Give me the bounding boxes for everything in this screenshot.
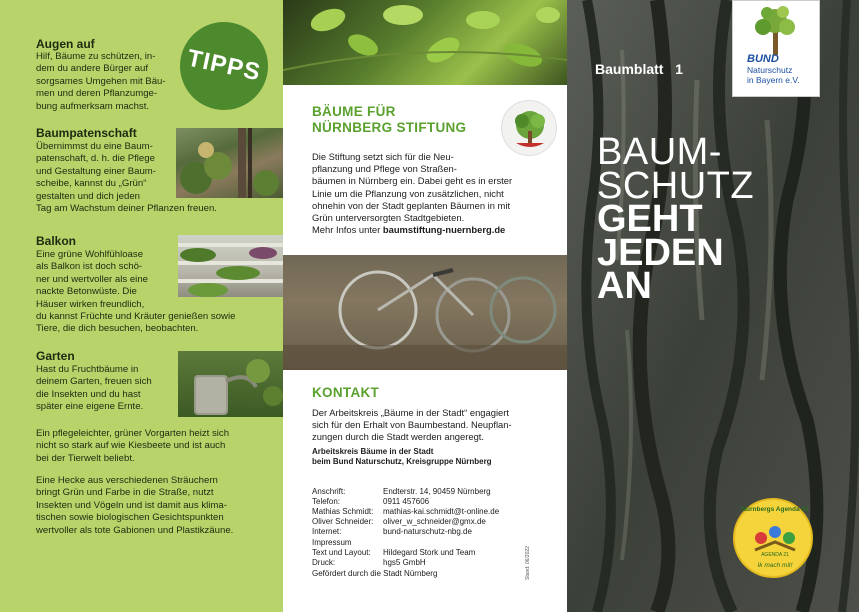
baumblatt-label: Baumblatt 1: [595, 61, 683, 77]
stand-date: Stand: 06/2022: [525, 546, 531, 580]
cover-panel: [567, 0, 859, 612]
leaves-photo: [283, 0, 567, 85]
agenda21-badge: [733, 498, 813, 578]
tips-panel: [0, 0, 283, 612]
section-heading: Garten: [36, 349, 75, 363]
tree-disc-photo-art: [176, 128, 283, 198]
hecke-text: Eine Hecke aus verschiedenen Sträuchern bringt Grün und Farbe in die Straße, nutzt Insekten und Vögeln und ist damit aus klima- tischen sowie biologischen Gesichtspunkten wertvoller als tote Gabionen und Plastikzäune.: [36, 475, 234, 536]
balcony-photo-art: [178, 235, 283, 297]
agenda21-slogan: Ik mach mit!: [757, 562, 793, 569]
bund-brand: BUND: [747, 53, 779, 65]
funding-note: Gefördert durch die Stadt Nürnberg: [312, 569, 438, 578]
impressum-values: Hildegard Stork und Team hgs5 GmbH: [383, 548, 476, 567]
tree-disc-photo: [176, 128, 283, 198]
tree-logo-icon: [502, 101, 557, 156]
stiftung-heading: BÄUME FÜR NÜRNBERG STIFTUNG: [312, 104, 467, 135]
info-panel: [283, 0, 567, 612]
kontakt-labels: Anschrift: Telefon: Mathias Schmidt: Oliver Schneider: Internet:: [312, 487, 374, 536]
kontakt-heading: KONTAKT: [312, 385, 380, 400]
bund-tree-icon: [733, 1, 819, 57]
stiftung-logo: [501, 100, 557, 156]
section-text: Hilf, Bäume zu schützen, in- dem du andere Bürger auf sorgsames Umgehen mit Bäu- men und deren Pflanzumge- bung aufmerksam machst.: [36, 51, 166, 112]
vorgarten-text: Ein pflegeleichter, grüner Vorgarten heizt sich nicht so stark auf wie Kiesbeete und ist auch bei der Tierwelt beliebt.: [36, 428, 230, 464]
email-link[interactable]: oliver_w_schneider@gmx.de: [383, 517, 486, 526]
section-text: Hast du Fruchtbäume in deinem Garten, freuen sich die Insekten und du hast später eine eigene Ernte.: [36, 364, 152, 413]
cover-title: BAUM- SCHUTZ GEHT JEDEN AN: [597, 131, 755, 307]
garden-photo: [178, 351, 283, 417]
stiftung-text: Die Stiftung setzt sich für die Neu- pflanzung und Pflege von Straßen- bäumen in Nürnberg ein. Dabei geht es in erster Linie um die Pflanzung von zusätzlichen, nicht ohnehin von der Stadt geplanten Bäumen in mit Grün unterversorgten Stadtgebieten. Mehr Infos unter baumstiftung-nuernberg.de: [312, 151, 513, 236]
stiftung-link[interactable]: baumstiftung-nuernberg.de: [382, 224, 506, 236]
kontakt-text: Der Arbeitskreis „Bäume in der Stadt“ engagiert sich für den Erhalt von Baumbestand. Neupflan- zungen durch die Stadt werden angeregt.: [312, 407, 512, 443]
bund-logo: [732, 0, 820, 97]
bund-name: Naturschutz in Bayern e.V.: [747, 65, 800, 85]
section-heading: Augen auf: [36, 37, 95, 51]
agenda21-text: Nürnbergs Agenda 21: [741, 506, 809, 513]
impressum-labels: Impressum Text und Layout: Druck:: [312, 538, 371, 567]
bicycles-photo-art: [283, 255, 567, 370]
kontakt-values: Endterstr. 14, 90459 Nürnberg 0911 457606 mathias-kai.schmidt@t-online.de oliver_w_schneider@gmx.de bund-naturschutz-nbg.de: [383, 487, 500, 536]
garden-photo-art: [178, 351, 283, 417]
email-link[interactable]: mathias-kai.schmidt@t-online.de: [383, 507, 500, 516]
section-text: Übernimmst du eine Baum- patenschaft, d. h. die Pflege und Gestaltung einer Baum- scheibe, kannst du „Grün“ gestalten und dich jeden Tag am Wachstum deiner Pflanzen freuen.: [36, 141, 217, 215]
balcony-photo: [178, 235, 283, 297]
agenda21-inner: AGENDA 21: [761, 552, 789, 558]
bicycles-photo: [283, 255, 567, 370]
leaves-photo-art: [283, 0, 567, 85]
tipps-badge: TIPPS: [172, 14, 276, 118]
section-heading: Balkon: [36, 234, 77, 248]
section-text: Eine grüne Wohlfühloase als Balkon ist doch schö- ner und wertvoller als eine nackte Betonwüste. Die Häuser wirken freundlich, du kannst Früchte und Kräuter genießen sowie Tiere, die dich besuchen, beobachten.: [36, 249, 236, 335]
website-link[interactable]: bund-naturschutz-nbg.de: [383, 527, 472, 536]
section-heading: Baumpatenschaft: [36, 126, 137, 140]
kontakt-org: Arbeitskreis Bäume in der Stadt beim Bund Naturschutz, Kreisgruppe Nürnberg: [312, 447, 492, 466]
